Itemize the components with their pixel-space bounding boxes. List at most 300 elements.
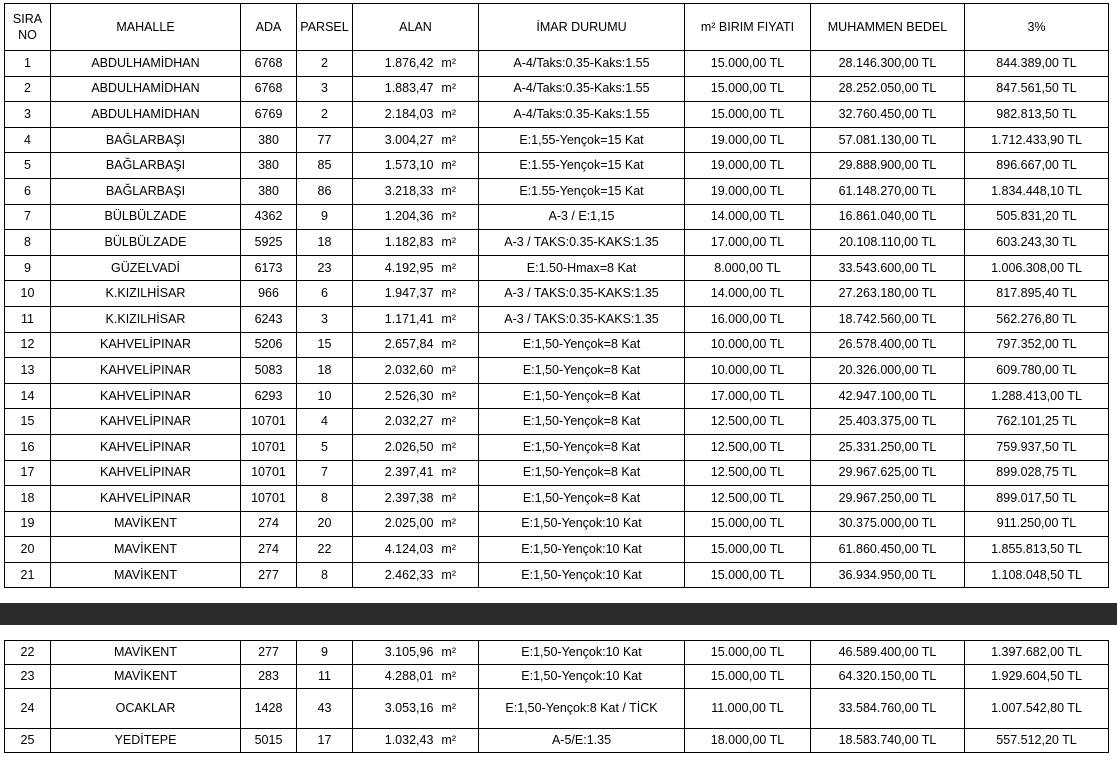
cell-ada: 10701 (241, 486, 297, 512)
area-unit: m² (441, 516, 456, 531)
cell-mahalle: ABDULHAMİDHAN (51, 102, 241, 128)
cell-alan (353, 153, 479, 179)
area-unit: m² (441, 209, 456, 224)
cell-imar-durumu: E:1,50-Yençok=8 Kat (479, 332, 685, 358)
area-unit: m² (441, 81, 456, 96)
cell-imar-durumu: A-3 / TAKS:0.35-KAKS:1.35 (479, 230, 685, 256)
cell-alan (353, 562, 479, 588)
cell-muhammen-bedel: 20.108.110,00 TL (811, 230, 965, 256)
cell-alan (353, 102, 479, 128)
area-unit: m² (441, 465, 456, 480)
area-unit: m² (441, 132, 456, 147)
cell-ada: 274 (241, 537, 297, 563)
cell-imar-durumu: E:1,50-Yençok:10 Kat (479, 665, 685, 689)
cell-percent: 1.006.308,00 TL (965, 255, 1109, 281)
header-percent: 3% (965, 4, 1109, 51)
cell-birim-fiyati: 12.500,00 TL (685, 409, 811, 435)
area-value: 1.032,43 (384, 733, 434, 747)
cell-imar-durumu: A-3 / TAKS:0.35-KAKS:1.35 (479, 306, 685, 332)
area-unit: m² (441, 362, 456, 377)
cell-alan (353, 281, 479, 307)
cell-birim-fiyati: 15.000,00 TL (685, 537, 811, 563)
cell-mahalle: KAHVELİPINAR (51, 486, 241, 512)
cell-ada: 380 (241, 127, 297, 153)
cell-muhammen-bedel: 33.584.760,00 TL (811, 689, 965, 729)
header-alan: ALAN (353, 4, 479, 51)
area-unit: m² (441, 106, 456, 121)
area-value: 1.171,41 (384, 311, 434, 326)
cell-imar-durumu: E:1,50-Yençok:10 Kat (479, 511, 685, 537)
cell-sira-no: 9 (5, 255, 51, 281)
cell-sira-no: 24 (5, 689, 51, 729)
cell-percent: 1.108.048,50 TL (965, 562, 1109, 588)
cell-imar-durumu: A-3 / TAKS:0.35-KAKS:1.35 (479, 281, 685, 307)
cell-ada: 5015 (241, 729, 297, 753)
cell-birim-fiyati: 17.000,00 TL (685, 383, 811, 409)
area-unit: m² (441, 260, 456, 275)
cell-percent: 1.712.433,90 TL (965, 127, 1109, 153)
cell-ada: 6173 (241, 255, 297, 281)
cell-mahalle: BAĞLARBAŞI (51, 178, 241, 204)
cell-sira-no: 8 (5, 230, 51, 256)
cell-percent: 609.780,00 TL (965, 358, 1109, 384)
cell-mahalle: KAHVELİPINAR (51, 434, 241, 460)
cell-percent: 797.352,00 TL (965, 332, 1109, 358)
header-ada: ADA (241, 4, 297, 51)
cell-alan (353, 641, 479, 665)
cell-alan (353, 76, 479, 102)
cell-birim-fiyati: 19.000,00 TL (685, 153, 811, 179)
cell-birim-fiyati: 14.000,00 TL (685, 281, 811, 307)
area-value: 1.573,10 (384, 158, 434, 173)
table-row (5, 281, 1109, 307)
header-sira-no: SIRA NO (5, 4, 51, 51)
cell-sira-no: 4 (5, 127, 51, 153)
cell-muhammen-bedel: 25.403.375,00 TL (811, 409, 965, 435)
cell-sira-no: 20 (5, 537, 51, 563)
cell-birim-fiyati: 15.000,00 TL (685, 102, 811, 128)
cell-muhammen-bedel: 26.578.400,00 TL (811, 332, 965, 358)
cell-birim-fiyati: 15.000,00 TL (685, 665, 811, 689)
cell-ada: 380 (241, 153, 297, 179)
cell-imar-durumu: A-3 / E:1,15 (479, 204, 685, 230)
cell-parsel: 2 (297, 51, 353, 77)
cell-percent: 1.397.682,00 TL (965, 641, 1109, 665)
area-value: 1.947,37 (384, 286, 434, 301)
cell-muhammen-bedel: 29.967.250,00 TL (811, 486, 965, 512)
cell-alan (353, 434, 479, 460)
area-value: 2.657,84 (384, 337, 434, 352)
table-row (5, 729, 1109, 753)
cell-sira-no: 3 (5, 102, 51, 128)
cell-parsel: 9 (297, 641, 353, 665)
area-unit: m² (441, 158, 456, 173)
cell-sira-no: 17 (5, 460, 51, 486)
header-muhammen-bedel: MUHAMMEN BEDEL (811, 4, 965, 51)
cell-imar-durumu: E:1,50-Yençok:10 Kat (479, 537, 685, 563)
header-parsel: PARSEL (297, 4, 353, 51)
cell-parsel: 20 (297, 511, 353, 537)
table-row (5, 230, 1109, 256)
cell-sira-no: 18 (5, 486, 51, 512)
cell-mahalle: K.KIZILHİSAR (51, 306, 241, 332)
table-row (5, 537, 1109, 563)
cell-percent: 847.561,50 TL (965, 76, 1109, 102)
cell-alan (353, 511, 479, 537)
cell-ada: 6769 (241, 102, 297, 128)
cell-imar-durumu: A-4/Taks:0.35-Kaks:1.55 (479, 51, 685, 77)
cell-sira-no: 21 (5, 562, 51, 588)
cell-birim-fiyati: 12.500,00 TL (685, 460, 811, 486)
cell-parsel: 15 (297, 332, 353, 358)
area-value: 3.053,16 (384, 701, 434, 715)
cell-percent: 911.250,00 TL (965, 511, 1109, 537)
cell-mahalle: GÜZELVADİ (51, 255, 241, 281)
cell-birim-fiyati: 15.000,00 TL (685, 641, 811, 665)
cell-imar-durumu: A-4/Taks:0.35-Kaks:1.55 (479, 76, 685, 102)
cell-birim-fiyati: 12.500,00 TL (685, 434, 811, 460)
cell-mahalle: KAHVELİPINAR (51, 409, 241, 435)
cell-parsel: 10 (297, 383, 353, 409)
cell-sira-no: 12 (5, 332, 51, 358)
area-unit: m² (441, 337, 456, 352)
cell-percent: 896.667,00 TL (965, 153, 1109, 179)
cell-birim-fiyati: 10.000,00 TL (685, 358, 811, 384)
cell-imar-durumu: E:1,50-Yençok=8 Kat (479, 358, 685, 384)
area-value: 2.462,33 (384, 567, 434, 582)
cell-muhammen-bedel: 18.742.560,00 TL (811, 306, 965, 332)
area-value: 4.124,03 (384, 542, 434, 557)
cell-imar-durumu: A-5/E:1.35 (479, 729, 685, 753)
cell-muhammen-bedel: 64.320.150,00 TL (811, 665, 965, 689)
table-row (5, 204, 1109, 230)
cell-alan (353, 306, 479, 332)
cell-mahalle: YEDİTEPE (51, 729, 241, 753)
cell-alan (353, 230, 479, 256)
cell-muhammen-bedel: 16.861.040,00 TL (811, 204, 965, 230)
area-unit: m² (441, 388, 456, 403)
cell-imar-durumu: E:1,50-Yençok=8 Kat (479, 434, 685, 460)
area-value: 1.204,36 (384, 209, 434, 224)
cell-muhammen-bedel: 36.934.950,00 TL (811, 562, 965, 588)
cell-ada: 283 (241, 665, 297, 689)
cell-birim-fiyati: 17.000,00 TL (685, 230, 811, 256)
parcel-table-bottom (4, 640, 1109, 753)
area-unit: m² (441, 645, 456, 659)
cell-imar-durumu: E:1,50-Yençok=8 Kat (479, 486, 685, 512)
cell-sira-no: 22 (5, 641, 51, 665)
area-value: 3.218,33 (384, 183, 434, 198)
cell-percent: 817.895,40 TL (965, 281, 1109, 307)
cell-parsel: 86 (297, 178, 353, 204)
cell-ada: 6293 (241, 383, 297, 409)
area-unit: m² (441, 669, 456, 683)
area-value: 1.876,42 (384, 55, 434, 70)
cell-ada: 6768 (241, 76, 297, 102)
cell-sira-no: 10 (5, 281, 51, 307)
area-unit: m² (441, 311, 456, 326)
cell-sira-no: 11 (5, 306, 51, 332)
cell-muhammen-bedel: 29.967.625,00 TL (811, 460, 965, 486)
cell-percent: 759.937,50 TL (965, 434, 1109, 460)
area-value: 4.192,95 (384, 260, 434, 275)
cell-ada: 6768 (241, 51, 297, 77)
area-unit: m² (441, 414, 456, 429)
cell-muhammen-bedel: 46.589.400,00 TL (811, 641, 965, 665)
table-row (5, 511, 1109, 537)
cell-birim-fiyati: 10.000,00 TL (685, 332, 811, 358)
cell-alan (353, 332, 479, 358)
cell-imar-durumu: E:1,50-Yençok=8 Kat (479, 409, 685, 435)
cell-imar-durumu: E:1.55-Yençok=15 Kat (479, 153, 685, 179)
cell-muhammen-bedel: 30.375.000,00 TL (811, 511, 965, 537)
area-value: 2.032,60 (384, 362, 434, 377)
cell-birim-fiyati: 15.000,00 TL (685, 76, 811, 102)
table-row (5, 434, 1109, 460)
cell-muhammen-bedel: 32.760.450,00 TL (811, 102, 965, 128)
area-unit: m² (441, 183, 456, 198)
cell-sira-no: 15 (5, 409, 51, 435)
table-row (5, 102, 1109, 128)
cell-mahalle: KAHVELİPINAR (51, 358, 241, 384)
cell-parsel: 5 (297, 434, 353, 460)
area-value: 2.026,50 (384, 439, 434, 454)
parcel-table-top (4, 3, 1109, 588)
cell-mahalle: ABDULHAMİDHAN (51, 51, 241, 77)
cell-percent: 1.929.604,50 TL (965, 665, 1109, 689)
cell-imar-durumu: E:1,50-Yençok=8 Kat (479, 460, 685, 486)
cell-alan (353, 689, 479, 729)
area-value: 3.004,27 (384, 132, 434, 147)
area-value: 2.397,41 (384, 465, 434, 480)
cell-parsel: 43 (297, 689, 353, 729)
cell-percent: 1.834.448,10 TL (965, 178, 1109, 204)
area-value: 1.182,83 (384, 234, 434, 249)
area-value: 2.184,03 (384, 106, 434, 121)
cell-birim-fiyati: 19.000,00 TL (685, 127, 811, 153)
cell-mahalle: KAHVELİPINAR (51, 460, 241, 486)
cell-sira-no: 7 (5, 204, 51, 230)
cell-percent: 1.007.542,80 TL (965, 689, 1109, 729)
table-row (5, 460, 1109, 486)
cell-mahalle: MAVİKENT (51, 641, 241, 665)
table-row (5, 689, 1109, 729)
cell-mahalle: BÜLBÜLZADE (51, 204, 241, 230)
cell-sira-no: 6 (5, 178, 51, 204)
cell-alan (353, 729, 479, 753)
cell-alan (353, 127, 479, 153)
cell-percent: 1.855.813,50 TL (965, 537, 1109, 563)
table-row (5, 306, 1109, 332)
cell-sira-no: 19 (5, 511, 51, 537)
cell-sira-no: 1 (5, 51, 51, 77)
table-row (5, 178, 1109, 204)
cell-alan (353, 204, 479, 230)
cell-muhammen-bedel: 25.331.250,00 TL (811, 434, 965, 460)
cell-muhammen-bedel: 61.148.270,00 TL (811, 178, 965, 204)
cell-muhammen-bedel: 33.543.600,00 TL (811, 255, 965, 281)
table-row (5, 665, 1109, 689)
cell-ada: 10701 (241, 434, 297, 460)
cell-mahalle: MAVİKENT (51, 665, 241, 689)
cell-imar-durumu: E:1.50-Hmax=8 Kat (479, 255, 685, 281)
cell-percent: 557.512,20 TL (965, 729, 1109, 753)
cell-percent: 603.243,30 TL (965, 230, 1109, 256)
cell-parsel: 23 (297, 255, 353, 281)
cell-percent: 505.831,20 TL (965, 204, 1109, 230)
cell-alan (353, 665, 479, 689)
cell-muhammen-bedel: 29.888.900,00 TL (811, 153, 965, 179)
cell-mahalle: MAVİKENT (51, 511, 241, 537)
cell-sira-no: 2 (5, 76, 51, 102)
cell-muhammen-bedel: 61.860.450,00 TL (811, 537, 965, 563)
area-unit: m² (441, 234, 456, 249)
cell-mahalle: MAVİKENT (51, 562, 241, 588)
cell-percent: 899.028,75 TL (965, 460, 1109, 486)
area-value: 2.526,30 (384, 388, 434, 403)
cell-sira-no: 23 (5, 665, 51, 689)
cell-muhammen-bedel: 18.583.740,00 TL (811, 729, 965, 753)
cell-ada: 5083 (241, 358, 297, 384)
cell-muhammen-bedel: 57.081.130,00 TL (811, 127, 965, 153)
cell-parsel: 17 (297, 729, 353, 753)
cell-percent: 899.017,50 TL (965, 486, 1109, 512)
area-unit: m² (441, 542, 456, 557)
cell-sira-no: 13 (5, 358, 51, 384)
cell-parsel: 85 (297, 153, 353, 179)
header-mahalle: MAHALLE (51, 4, 241, 51)
cell-ada: 6243 (241, 306, 297, 332)
cell-alan (353, 409, 479, 435)
cell-parsel: 6 (297, 281, 353, 307)
cell-alan (353, 383, 479, 409)
area-unit: m² (441, 701, 456, 715)
cell-ada: 10701 (241, 460, 297, 486)
area-value: 3.105,96 (384, 645, 434, 659)
cell-alan (353, 51, 479, 77)
header-row (5, 4, 1109, 51)
cell-parsel: 8 (297, 486, 353, 512)
cell-imar-durumu: E:1,55-Yençok=15 Kat (479, 127, 685, 153)
table-row (5, 51, 1109, 77)
cell-ada: 277 (241, 641, 297, 665)
cell-mahalle: BÜLBÜLZADE (51, 230, 241, 256)
cell-mahalle: KAHVELİPINAR (51, 332, 241, 358)
cell-mahalle: KAHVELİPINAR (51, 383, 241, 409)
cell-ada: 10701 (241, 409, 297, 435)
header-imar-durumu: İMAR DURUMU (479, 4, 685, 51)
area-unit: m² (441, 490, 456, 505)
cell-birim-fiyati: 19.000,00 TL (685, 178, 811, 204)
cell-imar-durumu: A-4/Taks:0.35-Kaks:1.55 (479, 102, 685, 128)
cell-birim-fiyati: 8.000,00 TL (685, 255, 811, 281)
page-break-bar (0, 603, 1117, 625)
table-row (5, 383, 1109, 409)
cell-sira-no: 25 (5, 729, 51, 753)
cell-parsel: 9 (297, 204, 353, 230)
table-row (5, 153, 1109, 179)
cell-parsel: 18 (297, 230, 353, 256)
cell-mahalle: BAĞLARBAŞI (51, 153, 241, 179)
cell-percent: 562.276,80 TL (965, 306, 1109, 332)
table-row (5, 409, 1109, 435)
area-value: 2.025,00 (384, 516, 434, 531)
cell-birim-fiyati: 15.000,00 TL (685, 562, 811, 588)
table-row (5, 486, 1109, 512)
cell-ada: 277 (241, 562, 297, 588)
area-unit: m² (441, 567, 456, 582)
cell-ada: 966 (241, 281, 297, 307)
cell-parsel: 8 (297, 562, 353, 588)
cell-ada: 4362 (241, 204, 297, 230)
cell-alan (353, 460, 479, 486)
area-unit: m² (441, 439, 456, 454)
cell-muhammen-bedel: 20.326.000,00 TL (811, 358, 965, 384)
cell-imar-durumu: E:1,50-Yençok=8 Kat (479, 383, 685, 409)
cell-muhammen-bedel: 28.252.050,00 TL (811, 76, 965, 102)
cell-birim-fiyati: 18.000,00 TL (685, 729, 811, 753)
table-row (5, 332, 1109, 358)
table-row (5, 641, 1109, 665)
cell-sira-no: 16 (5, 434, 51, 460)
cell-alan (353, 358, 479, 384)
cell-parsel: 22 (297, 537, 353, 563)
cell-percent: 844.389,00 TL (965, 51, 1109, 77)
cell-mahalle: K.KIZILHİSAR (51, 281, 241, 307)
cell-birim-fiyati: 12.500,00 TL (685, 486, 811, 512)
cell-alan (353, 486, 479, 512)
cell-birim-fiyati: 16.000,00 TL (685, 306, 811, 332)
area-unit: m² (441, 55, 456, 70)
cell-ada: 274 (241, 511, 297, 537)
cell-parsel: 77 (297, 127, 353, 153)
cell-mahalle: BAĞLARBAŞI (51, 127, 241, 153)
cell-alan (353, 178, 479, 204)
cell-imar-durumu: E:1,50-Yençok:8 Kat / TİCK (479, 689, 685, 729)
table-row (5, 76, 1109, 102)
header-birim-fiyati: m² BIRIM FIYATI (685, 4, 811, 51)
cell-muhammen-bedel: 42.947.100,00 TL (811, 383, 965, 409)
cell-parsel: 3 (297, 76, 353, 102)
cell-percent: 1.288.413,00 TL (965, 383, 1109, 409)
area-value: 2.397,38 (384, 490, 434, 505)
cell-alan (353, 537, 479, 563)
cell-birim-fiyati: 15.000,00 TL (685, 511, 811, 537)
cell-mahalle: MAVİKENT (51, 537, 241, 563)
cell-ada: 380 (241, 178, 297, 204)
cell-muhammen-bedel: 28.146.300,00 TL (811, 51, 965, 77)
table-row (5, 255, 1109, 281)
cell-imar-durumu: E:1.55-Yençok=15 Kat (479, 178, 685, 204)
cell-sira-no: 5 (5, 153, 51, 179)
cell-parsel: 11 (297, 665, 353, 689)
cell-ada: 5925 (241, 230, 297, 256)
cell-percent: 982.813,50 TL (965, 102, 1109, 128)
area-value: 4.288,01 (384, 669, 434, 683)
cell-birim-fiyati: 15.000,00 TL (685, 51, 811, 77)
area-value: 2.032,27 (384, 414, 434, 429)
area-value: 1.883,47 (384, 81, 434, 96)
cell-parsel: 2 (297, 102, 353, 128)
area-unit: m² (441, 286, 456, 301)
cell-mahalle: ABDULHAMİDHAN (51, 76, 241, 102)
cell-birim-fiyati: 14.000,00 TL (685, 204, 811, 230)
cell-parsel: 4 (297, 409, 353, 435)
cell-birim-fiyati: 11.000,00 TL (685, 689, 811, 729)
cell-imar-durumu: E:1,50-Yençok:10 Kat (479, 641, 685, 665)
cell-parsel: 3 (297, 306, 353, 332)
table-row (5, 562, 1109, 588)
